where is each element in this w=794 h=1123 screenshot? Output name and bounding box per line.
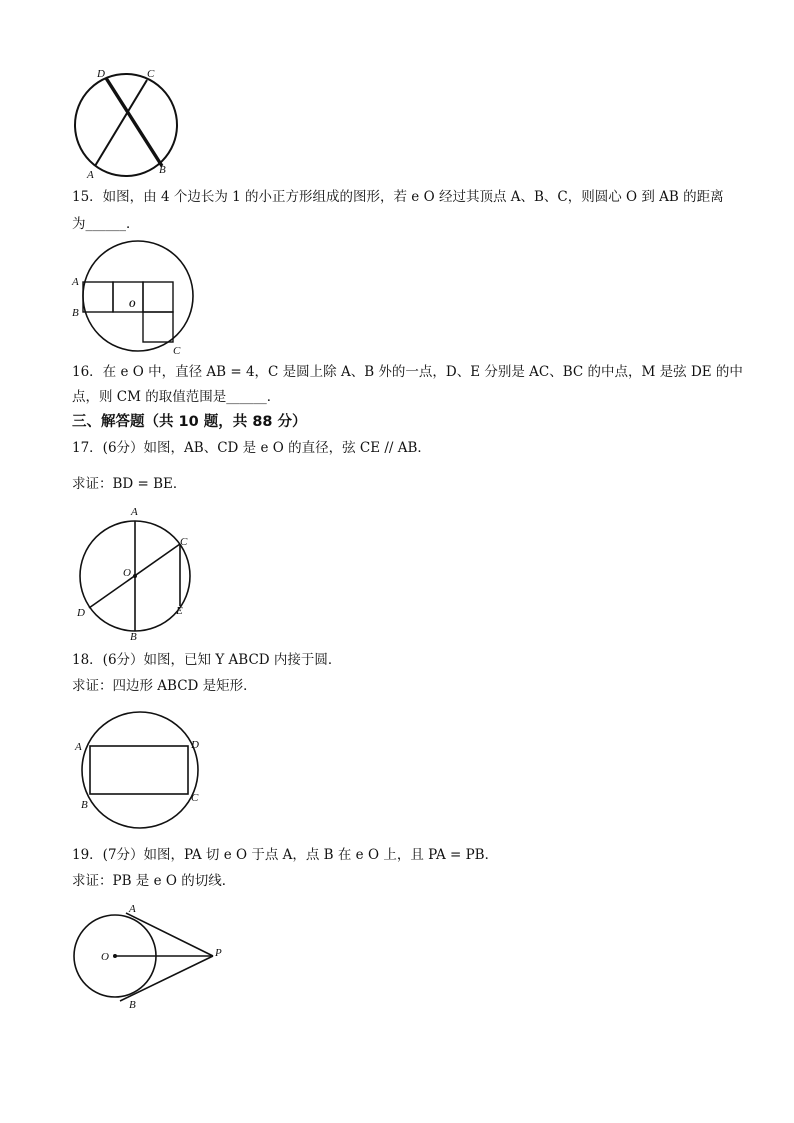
q15-square-1 <box>83 282 113 312</box>
q14-circle <box>75 74 177 176</box>
q14-figure <box>70 66 185 181</box>
q18-circle <box>82 712 198 828</box>
q15-figure <box>70 238 200 358</box>
q19-label-a: A <box>129 903 136 915</box>
q16-text-line2: 点，则 CM 的取值范围是______． <box>72 389 281 405</box>
q18-label-d: D <box>191 739 199 751</box>
q15-circle <box>83 241 193 351</box>
q15-label-b: B <box>72 307 79 319</box>
q18-text-line1: 18．(6分）如图，已知 Y ABCD 内接于圆． <box>72 652 342 668</box>
q19-label-p: P <box>215 947 222 959</box>
section-heading: 三、解答题（共 10 题，共 88 分） <box>72 414 307 430</box>
q17-label-d: D <box>77 607 85 619</box>
q17-text-line2: 求证：BD = BE． <box>72 476 187 492</box>
q18-figure <box>72 708 212 833</box>
q18-label-b: B <box>81 799 88 811</box>
q17-figure <box>74 502 199 642</box>
q19-text-line2: 求证：PB 是 e O 的切线． <box>72 873 236 889</box>
q14-label-b: B <box>159 164 166 176</box>
q14-chord-ca <box>95 80 147 166</box>
q19-text-line1: 19．(7分）如图，PA 切 e O 于点 A，点 B 在 e O 上，且 PA = PB． <box>72 847 499 863</box>
q16-text-line1: 16．在 e O 中，直径 AB = 4，C 是圆上除 A、B 外的一点，D、E 分别是 AC、BC 的中点，M 是弦 DE 的中 <box>72 364 743 380</box>
q17-label-a: A <box>131 506 138 518</box>
q15-label-a: A <box>72 276 79 288</box>
q18-label-a: A <box>75 741 82 753</box>
q18-label-c: C <box>191 792 199 804</box>
q19-label-b: B <box>129 999 136 1011</box>
q19-tangent-pa <box>126 913 213 956</box>
q19-figure <box>70 900 230 1015</box>
q18-text-line2: 求证：四边形 ABCD 是矩形． <box>72 678 257 694</box>
q17-label-o: O <box>123 567 131 579</box>
q14-label-d: D <box>97 68 105 80</box>
q17-label-b: B <box>130 631 137 643</box>
q15-label-c: C <box>173 345 181 357</box>
q14-label-a: A <box>87 169 94 181</box>
q15-text-line1: 15．如图，由 4 个边长为 1 的小正方形组成的图形，若 e O 经过其顶点 A、B、C，则圆心 O 到 AB 的距离 <box>72 189 724 205</box>
q18-rectangle-abcd <box>90 746 188 794</box>
q17-center-dot <box>133 574 137 578</box>
q15-square-4 <box>143 312 173 342</box>
q15-square-2 <box>113 282 143 312</box>
q15-text-line2: 为______． <box>72 216 140 232</box>
q19-label-o: O <box>101 951 109 963</box>
q17-label-c: C <box>180 536 188 548</box>
q19-center-dot <box>113 954 117 958</box>
q17-text-line1: 17．(6分）如图，AB、CD 是 e O 的直径，弦 CE // AB． <box>72 440 431 456</box>
q14-chord-db <box>106 78 162 166</box>
q17-label-e: E <box>176 605 183 617</box>
q15-label-o: O <box>129 299 136 309</box>
q14-label-c: C <box>147 68 155 80</box>
q15-square-3 <box>143 282 173 312</box>
q19-tangent-pb <box>120 956 213 1001</box>
